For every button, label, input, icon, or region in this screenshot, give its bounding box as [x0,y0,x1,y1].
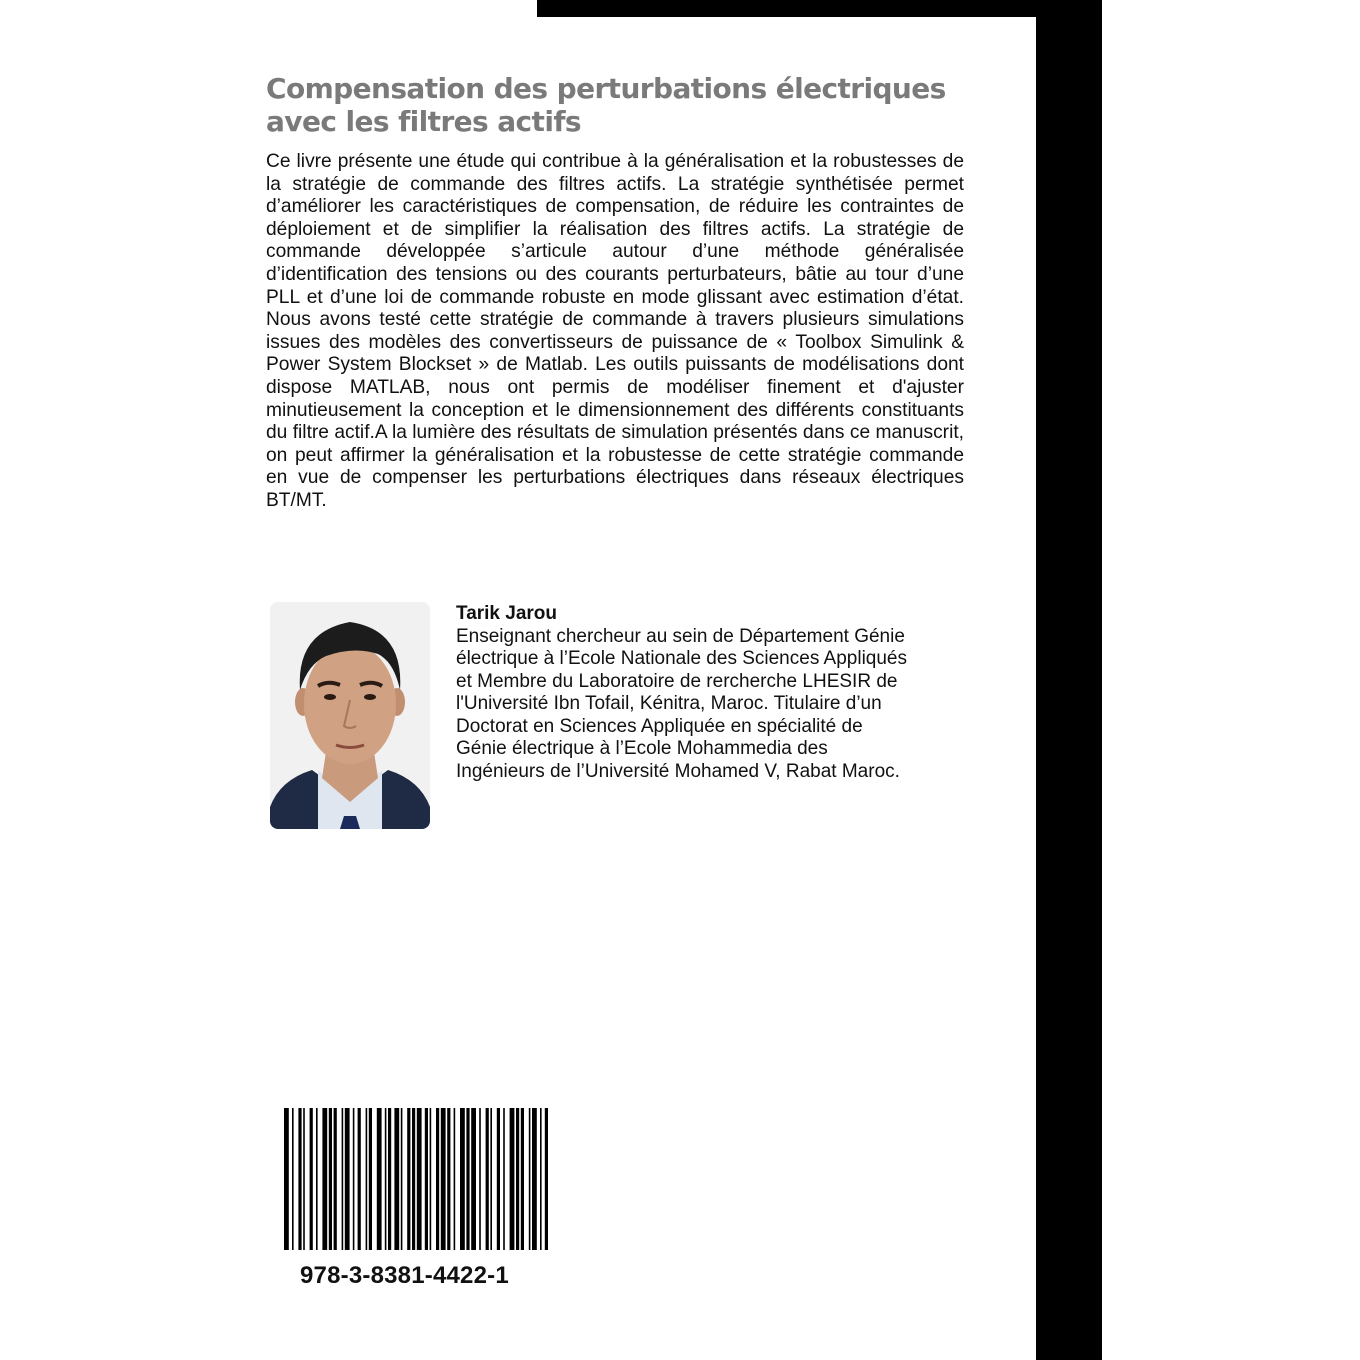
barcode-bar [486,1108,489,1250]
barcode-bar [329,1108,332,1250]
barcode-bar [303,1108,305,1250]
barcode-bar [407,1108,410,1250]
author-bio: Enseignant chercheur au sein de Département Génie électrique à l’Ecole Nationale des Sciences Appliqués et Membre du Laboratoire de rercherche LHESIR de l'Université Ibn Tofail, Kénitra, Maroc. Titulaire d’un Doctorat en Sciences Appliquée en spécialité de Génie électrique à l’Ecole Mohammedia des Ingénieurs de l’Université Mohamed V, Rabat Maroc. [456,625,907,782]
barcode-bar [521,1108,524,1250]
author-portrait-image [270,602,430,829]
barcode-bar [394,1108,399,1250]
barcode-bar [540,1108,542,1250]
barcode-bar [345,1108,350,1250]
barcode-bar [284,1108,289,1250]
barcode-bar [454,1108,456,1250]
barcode-bar [503,1108,505,1250]
barcode-bar [425,1108,428,1250]
barcode-bar [358,1108,361,1250]
barcode-bar [516,1108,519,1250]
book-description: Ce livre présente une étude qui contribue à la généralisation et la robustesses de la stratégie de commande des filtres actifs. La stratégie synthétisée permet d’améliorer les caractéristiques de compensation, de réduire les contraintes de déploiement et de simplifier la réalisation des filtres actifs. La stratégie de commande développée s’articule autour d’une méthode généralisée d’identification des tensions ou des courants perturbateurs, bâtie au tour d’une PLL et d’une loi de commande robuste en mode glissant avec estimation d’état. Nous avons testé cette stratégie de commande à travers plusieurs simulations issues des modèles des convertisseurs de puissance de « Toolbox Simulink & Power System Blockset » de Matlab. Les outils puissants de modélisations dont dispose MATLAB, nous ont permis de modéliser finement et d'ajuster minutieusement la conception et le dimensionnement des différents constituants du filtre actif.A la lumière des résultats de simulation présentés dans ce manuscrit, on peut affirmer la généralisation et la robustesse de cette stratégie commande en vue de compenser les perturbations électriques dans réseaux électriques BT/MT. [266,151,964,511]
barcode-bar [316,1108,318,1250]
barcode-bar [466,1108,469,1250]
book-title-line-1: Compensation des perturbations électriques [266,72,946,105]
barcode-bar [369,1108,372,1250]
barcode-bar [510,1108,515,1250]
barcode-bar [447,1108,450,1250]
isbn-barcode [283,1108,549,1288]
author-info [456,603,996,783]
barcode-bar [322,1108,327,1250]
barcode-bar [412,1108,415,1250]
barcode-bar [529,1108,531,1250]
book-title [266,72,1026,138]
barcode-bar [430,1108,432,1250]
barcode-bar [366,1108,368,1250]
isbn-number: 978-3-8381-4422-1 [300,1262,509,1289]
author-photo [270,602,430,829]
barcode-bar [401,1108,403,1250]
author-name: Tarik Jarou [456,603,558,624]
barcode-bar [460,1108,465,1250]
barcode-bar [545,1108,548,1250]
barcode-bar [490,1108,492,1250]
barcode-bar [388,1108,391,1250]
barcode-bar [441,1108,446,1250]
barcode-bar [310,1108,313,1250]
book-spine [1036,0,1102,1360]
barcode-bar [417,1108,422,1250]
barcode-bar [385,1108,387,1250]
barcode-bar [292,1108,294,1250]
barcode-bar [377,1108,382,1250]
barcode-bar [479,1108,481,1250]
barcode-bar [497,1108,500,1250]
barcode-bar [334,1108,337,1250]
barcode-bar [342,1108,344,1250]
barcode-bar [532,1108,537,1250]
book-title-line-2: avec les filtres actifs [266,105,581,138]
barcode-bar [353,1108,355,1250]
barcode-bar [471,1108,476,1250]
barcode-bars [283,1108,549,1254]
barcode-bar [298,1108,301,1250]
barcode-bar [436,1108,439,1250]
